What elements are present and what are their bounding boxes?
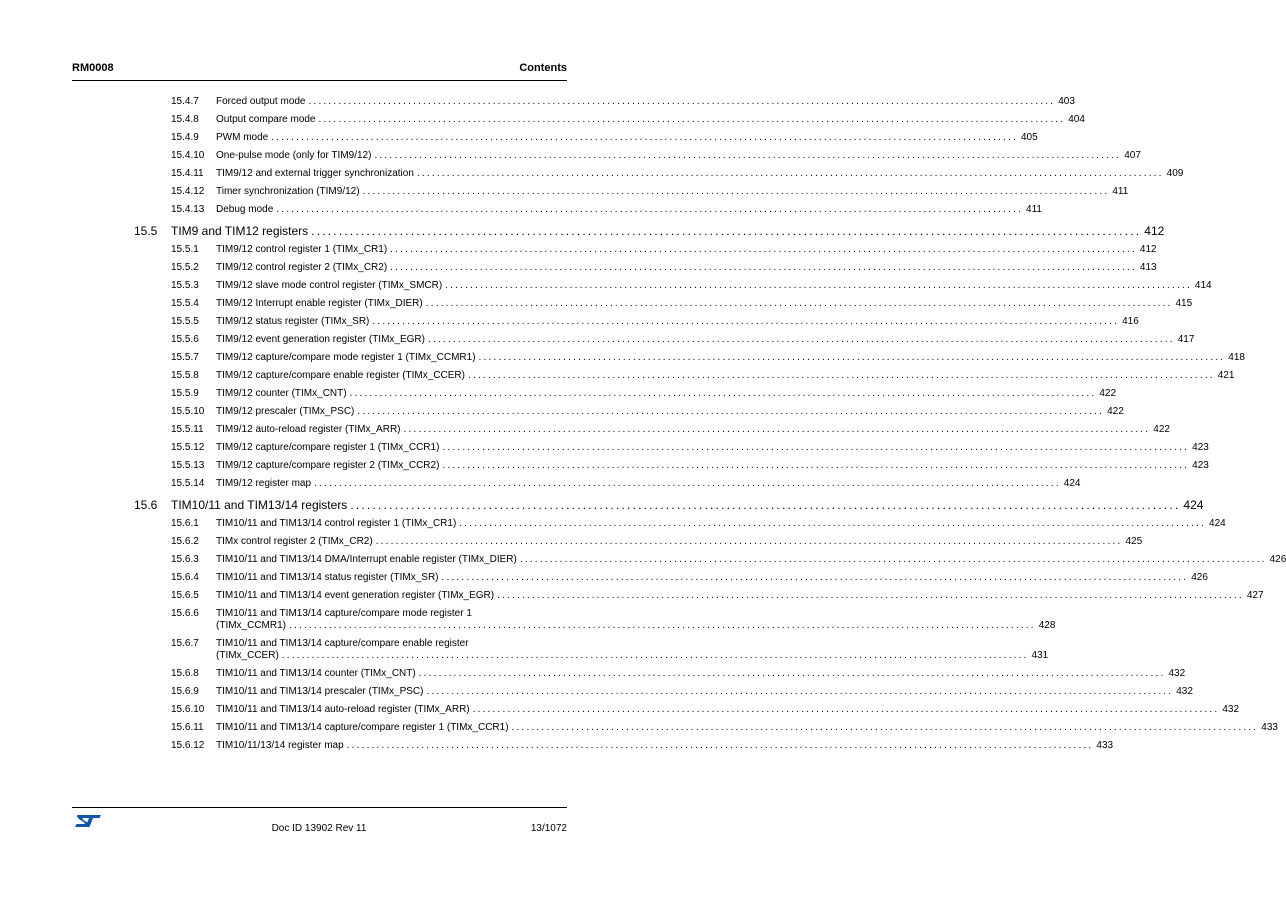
toc-entry-page: 422 xyxy=(1099,388,1117,399)
toc-entry-number: 15.4.13 xyxy=(171,204,205,215)
dot-leader xyxy=(357,406,1104,418)
toc-entry-number: 15.6.7 xyxy=(171,638,199,649)
toc-subsection-entry[interactable] xyxy=(0,93,1075,111)
toc-subsection-entry[interactable] xyxy=(0,587,1264,605)
dot-leader xyxy=(282,650,1029,662)
dot-leader xyxy=(276,204,1023,216)
toc-entry-page: 413 xyxy=(1139,262,1157,273)
dot-leader xyxy=(350,498,1180,512)
toc-entry-number: 15.4.10 xyxy=(171,150,205,161)
toc-entry-number: 15.6.8 xyxy=(171,668,199,679)
toc-entry-title: TIM10/11 and TIM13/14 registers xyxy=(171,498,348,512)
toc-subsection-entry[interactable] xyxy=(0,515,1226,533)
dot-leader xyxy=(426,298,1173,310)
toc-entry-page: 407 xyxy=(1124,150,1141,161)
dot-leader xyxy=(512,722,1259,734)
toc-entry-page: 409 xyxy=(1166,168,1184,179)
dot-leader xyxy=(314,478,1061,490)
toc-entry-page: 403 xyxy=(1058,96,1075,107)
toc-subsection-entry[interactable] xyxy=(0,259,1157,277)
dot-leader xyxy=(479,352,1226,364)
dot-leader xyxy=(319,114,1066,126)
dot-leader xyxy=(417,168,1164,180)
toc-entry-page: 414 xyxy=(1194,280,1212,291)
toc-entry-page: 432 xyxy=(1222,704,1240,715)
toc-entry-page: 427 xyxy=(1246,590,1264,601)
toc-entry-number: 15.6.3 xyxy=(171,554,199,565)
toc-entry-title: TIM10/11/13/14 register map xyxy=(216,740,344,751)
toc-entry-number: 15.6.12 xyxy=(171,740,205,751)
toc-subsection-entry[interactable] xyxy=(0,147,1141,165)
toc-entry-title: Debug mode xyxy=(216,204,274,215)
toc-subsection-entry[interactable] xyxy=(0,737,1114,755)
toc-subsection-entry[interactable] xyxy=(0,277,1212,295)
toc-section-entry[interactable] xyxy=(0,219,1165,241)
toc-entry-page: 405 xyxy=(1020,132,1038,143)
dot-leader xyxy=(445,280,1192,292)
toc-subsection-entry[interactable] xyxy=(0,111,1085,129)
toc-subsection-entry[interactable] xyxy=(0,457,1209,475)
toc-subsection-entry[interactable] xyxy=(0,331,1195,349)
toc-subsection-entry[interactable] xyxy=(0,719,1278,737)
dot-leader xyxy=(468,370,1215,382)
toc-entry-title: TIM10/11 and TIM13/14 capture/compare mode register 1 xyxy=(216,608,472,619)
toc-entry-title: Forced output mode xyxy=(216,96,306,107)
toc-subsection-entry[interactable] xyxy=(0,403,1124,421)
toc-entry-title: TIM9/12 status register (TIMx_SR) xyxy=(216,316,370,327)
dot-leader xyxy=(442,460,1189,472)
toc-entry-title: One-pulse mode (only for TIM9/12) xyxy=(216,150,372,161)
toc-entry-number: 15.6.1 xyxy=(171,518,199,529)
dot-leader xyxy=(404,424,1151,436)
toc-entry-page: 428 xyxy=(1038,620,1056,631)
toc-entry-number: 15.5.11 xyxy=(171,424,204,435)
toc-subsection-entry[interactable] xyxy=(0,605,1056,635)
toc-subsection-entry[interactable] xyxy=(0,421,1170,439)
toc-entry-page: 424 xyxy=(1063,478,1081,489)
toc-entry-title: TIM9/12 counter (TIMx_CNT) xyxy=(216,388,347,399)
toc-entry-title: TIM10/11 and TIM13/14 DMA/Interrupt enable register (TIMx_DIER) xyxy=(216,554,517,565)
toc-entry-page: 415 xyxy=(1175,298,1193,309)
toc-entry-page: 424 xyxy=(1183,498,1204,512)
toc-entry-title: TIM10/11 and TIM13/14 status register (TIMx_SR) xyxy=(216,572,439,583)
toc-subsection-entry[interactable] xyxy=(0,475,1081,493)
toc-entry-number: 15.6 xyxy=(134,498,158,512)
toc-entry-page: 422 xyxy=(1153,424,1170,435)
toc-entry-title: TIM10/11 and TIM13/14 auto-reload register (TIMx_ARR) xyxy=(216,704,470,715)
toc-subsection-entry[interactable] xyxy=(0,313,1139,331)
toc-entry-number: 15.5.14 xyxy=(171,478,205,489)
toc-entry-page: 426 xyxy=(1269,554,1286,565)
toc-subsection-entry[interactable] xyxy=(0,201,1042,219)
toc-entry-page: 404 xyxy=(1068,114,1085,125)
toc-entry-number: 15.5.6 xyxy=(171,334,199,345)
toc-entry-number: 15.4.11 xyxy=(171,168,204,179)
toc-entry-number: 15.5.8 xyxy=(171,370,199,381)
dot-leader xyxy=(311,224,1141,238)
toc-entry-number: 15.5.12 xyxy=(171,442,205,453)
toc-entry-page: 433 xyxy=(1096,740,1114,751)
dot-leader xyxy=(459,518,1206,530)
toc-entry-page: 425 xyxy=(1125,536,1143,547)
toc-entry-title: Output compare mode xyxy=(216,114,316,125)
dot-leader xyxy=(427,686,1174,698)
toc-entry-title-continued: (TIMx_CCER) xyxy=(216,650,279,661)
dot-leader xyxy=(428,334,1175,346)
header-section-title: Contents xyxy=(519,62,567,74)
toc-entry-title: TIM10/11 and TIM13/14 counter (TIMx_CNT) xyxy=(216,668,416,679)
toc-entry-title: TIM9/12 control register 2 (TIMx_CR2) xyxy=(216,262,388,273)
toc-section-entry[interactable] xyxy=(0,493,1204,515)
toc-entry-title: TIM9/12 capture/compare enable register (TIMx_CCER) xyxy=(216,370,465,381)
toc-entry-number: 15.5.5 xyxy=(171,316,199,327)
toc-entry-number: 15.5.7 xyxy=(171,352,199,363)
toc-entry-title: Timer synchronization (TIM9/12) xyxy=(216,186,360,197)
toc-subsection-entry[interactable] xyxy=(0,439,1209,457)
toc-entry-number: 15.5.9 xyxy=(171,388,199,399)
toc-entry-page: 417 xyxy=(1177,334,1195,345)
document-code: RM0008 xyxy=(72,62,114,74)
toc-entry-number: 15.4.12 xyxy=(171,186,205,197)
toc-entry-title: TIM10/11 and TIM13/14 control register 1 (TIMx_CR1) xyxy=(216,518,457,529)
toc-entry-title: TIM9/12 and external trigger synchronization xyxy=(216,168,414,179)
toc-entry-page: 418 xyxy=(1228,352,1245,363)
dot-leader xyxy=(390,262,1137,274)
dot-leader xyxy=(271,132,1018,144)
toc-entry-number: 15.4.9 xyxy=(171,132,199,143)
toc-entry-title: TIM9/12 capture/compare mode register 1 (TIMx_CCMR1) xyxy=(216,352,476,363)
toc-entry-number: 15.6.10 xyxy=(171,704,205,715)
toc-subsection-entry[interactable] xyxy=(0,701,1240,719)
dot-leader xyxy=(347,740,1094,752)
dot-leader xyxy=(376,536,1123,548)
toc-entry-page: 424 xyxy=(1209,518,1226,529)
dot-leader xyxy=(374,150,1121,162)
toc-entry-page: 411 xyxy=(1026,204,1042,215)
toc-subsection-entry[interactable] xyxy=(0,635,1049,665)
dot-leader xyxy=(442,442,1189,454)
dot-leader xyxy=(520,554,1267,566)
toc-entry-number: 15.5.13 xyxy=(171,460,205,471)
dot-leader xyxy=(363,186,1110,198)
doc-id: Doc ID 13902 Rev 11 xyxy=(271,823,367,834)
toc-entry-page: 423 xyxy=(1192,460,1209,471)
toc-subsection-entry[interactable] xyxy=(0,349,1245,367)
dot-leader xyxy=(309,96,1056,108)
footer-divider xyxy=(72,807,567,808)
toc-entry-number: 15.5.4 xyxy=(171,298,199,309)
toc-entry-page: 411 xyxy=(1112,186,1129,197)
toc-entry-title: TIM10/11 and TIM13/14 capture/compare register 1 (TIMx_CCR1) xyxy=(216,722,509,733)
toc-entry-number: 15.4.7 xyxy=(171,96,199,107)
toc-entry-number: 15.5.10 xyxy=(171,406,205,417)
page-number: 13/1072 xyxy=(530,823,567,834)
toc-entry-page: 412 xyxy=(1139,244,1157,255)
toc-entry-number: 15.5.3 xyxy=(171,280,199,291)
toc-entry-page: 416 xyxy=(1122,316,1139,327)
toc-entry-page: 433 xyxy=(1261,722,1278,733)
toc-entry-number: 15.4.8 xyxy=(171,114,199,125)
toc-entry-page: 431 xyxy=(1031,650,1049,661)
toc-entry-page: 421 xyxy=(1217,370,1235,381)
toc-subsection-entry[interactable] xyxy=(0,367,1235,385)
toc-subsection-entry[interactable] xyxy=(0,683,1193,701)
toc-entry-title: TIM10/11 and TIM13/14 prescaler (TIMx_PSC) xyxy=(216,686,424,697)
toc-entry-title: TIM9/12 auto-reload register (TIMx_ARR) xyxy=(216,424,401,435)
toc-entry-title: TIM9/12 slave mode control register (TIMx_SMCR) xyxy=(216,280,443,291)
toc-subsection-entry[interactable] xyxy=(0,385,1117,403)
toc-subsection-entry[interactable] xyxy=(0,533,1143,551)
toc-entry-page: 422 xyxy=(1107,406,1124,417)
dot-leader xyxy=(473,704,1220,716)
toc-entry-title: TIM9/12 capture/compare register 2 (TIMx_CCR2) xyxy=(216,460,440,471)
header-divider xyxy=(72,80,567,81)
toc-entry-page: 412 xyxy=(1144,224,1165,238)
toc-entry-page: 432 xyxy=(1176,686,1193,697)
toc-entry-page: 423 xyxy=(1192,442,1209,453)
toc-subsection-entry[interactable] xyxy=(0,165,1184,183)
dot-leader xyxy=(390,244,1137,256)
toc-entry-title: PWM mode xyxy=(216,132,269,143)
toc-entry-title: TIMx control register 2 (TIMx_CR2) xyxy=(216,536,373,547)
toc-entry-title: TIM9/12 register map xyxy=(216,478,312,489)
toc-entry-number: 15.5.1 xyxy=(171,244,199,255)
toc-entry-number: 15.6.4 xyxy=(171,572,199,583)
dot-leader xyxy=(497,590,1244,602)
toc-entry-title: TIM9/12 event generation register (TIMx_EGR) xyxy=(216,334,425,345)
toc-entry-page: 432 xyxy=(1168,668,1186,679)
toc-entry-number: 15.6.5 xyxy=(171,590,199,601)
toc-subsection-entry[interactable] xyxy=(0,295,1193,313)
toc-subsection-entry[interactable] xyxy=(0,183,1129,201)
toc-entry-number: 15.6.6 xyxy=(171,608,199,619)
dot-leader xyxy=(419,668,1166,680)
toc-entry-title: TIM10/11 and TIM13/14 capture/compare enable register xyxy=(216,638,469,649)
toc-entry-title: TIM9/12 capture/compare register 1 (TIMx_CCR1) xyxy=(216,442,440,453)
toc-subsection-entry[interactable] xyxy=(0,569,1208,587)
toc-entry-title: TIM9/12 prescaler (TIMx_PSC) xyxy=(216,406,355,417)
dot-leader xyxy=(442,572,1189,584)
dot-leader xyxy=(289,620,1036,632)
toc-entry-title-continued: (TIMx_CCMR1) xyxy=(216,620,286,631)
toc-subsection-entry[interactable] xyxy=(0,551,1286,569)
dot-leader xyxy=(350,388,1097,400)
toc-entry-title: TIM10/11 and TIM13/14 event generation register (TIMx_EGR) xyxy=(216,590,495,601)
toc-subsection-entry[interactable] xyxy=(0,665,1186,683)
toc-entry-number: 15.5.2 xyxy=(171,262,199,273)
toc-entry-number: 15.6.2 xyxy=(171,536,199,547)
dot-leader xyxy=(372,316,1119,328)
toc-subsection-entry[interactable] xyxy=(0,241,1157,259)
table-of-contents xyxy=(0,93,1286,755)
toc-entry-number: 15.6.11 xyxy=(171,722,204,733)
toc-entry-number: 15.6.9 xyxy=(171,686,199,697)
toc-entry-number: 15.5 xyxy=(134,224,158,238)
toc-entry-title: TIM9/12 Interrupt enable register (TIMx_DIER) xyxy=(216,298,423,309)
toc-entry-page: 426 xyxy=(1191,572,1208,583)
toc-entry-title: TIM9/12 control register 1 (TIMx_CR1) xyxy=(216,244,388,255)
toc-subsection-entry[interactable] xyxy=(0,129,1038,147)
toc-entry-title: TIM9 and TIM12 registers xyxy=(171,224,309,238)
